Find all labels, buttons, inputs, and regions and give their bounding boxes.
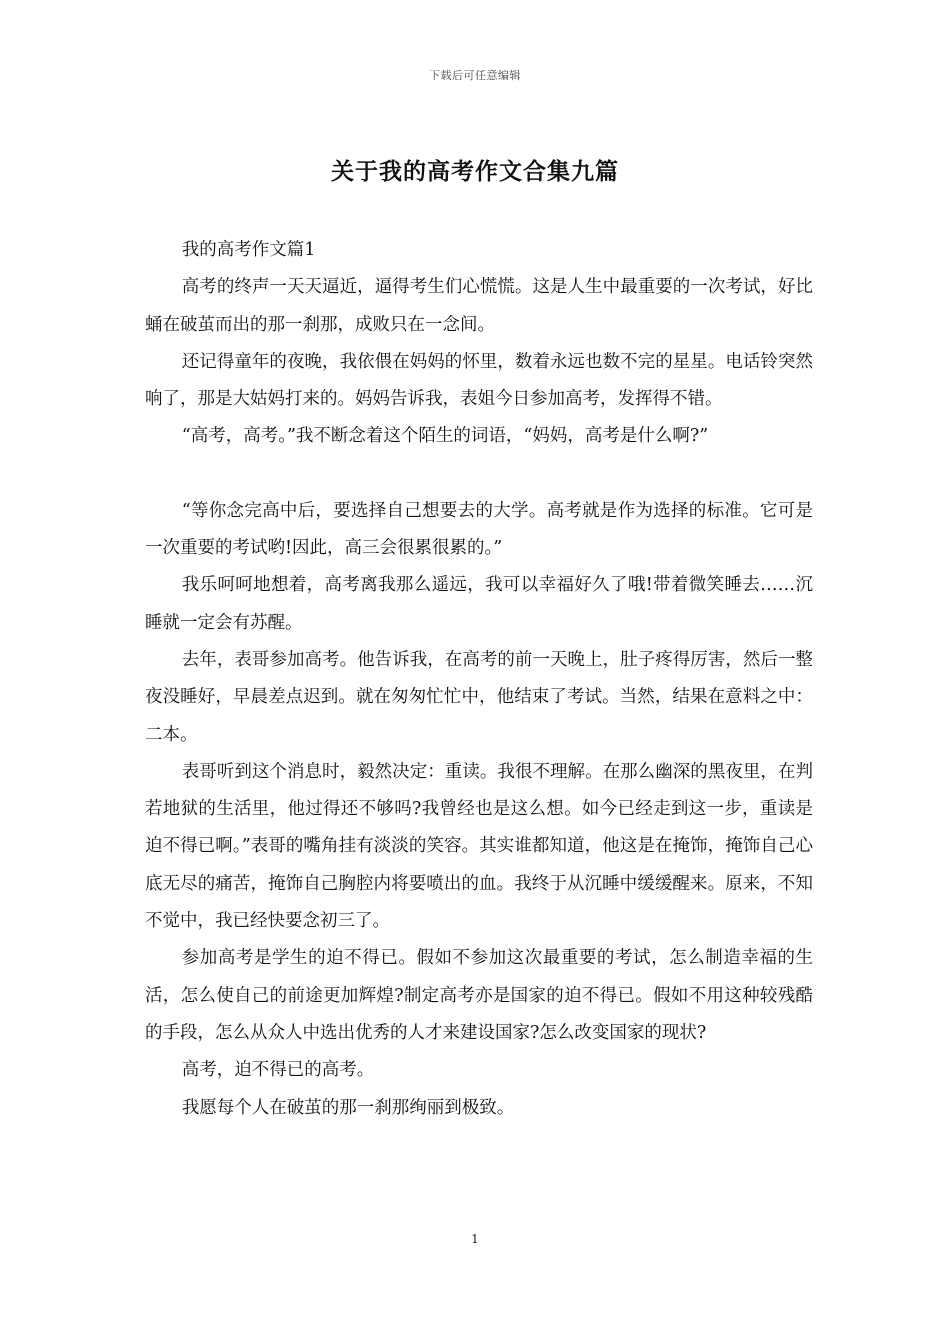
paragraph: 高考，迫不得已的高考。 [181, 1060, 375, 1081]
paragraph: 我愿每个人在破茧的那一刹那绚丽到极致。 [181, 1097, 515, 1118]
document-body [145, 232, 813, 1127]
header-note: 下载后可任意编辑 [429, 69, 521, 82]
section-heading: 我的高考作文篇1 [181, 240, 316, 260]
paragraph: 参加高考是学生的迫不得已。假如不参加这次最重要的考试，怎么制造幸福的生活，怎么使自己的前途更加辉煌?制定高考亦是国家的迫不得已。假如不用这种较残酷的手段，怎么从众人中选出优秀的人才来建设国家?怎么改变国家的现状? [145, 948, 813, 1043]
paragraph: “等你念完高中后，要选择自己想要去的大学。高考就是作为选择的标准。它可是一次重要的考试哟!因此，高三会很累很累的。” [145, 500, 813, 559]
document-title: 关于我的高考作文合集九篇 [331, 158, 619, 185]
page-number: 1 [471, 1232, 479, 1246]
paragraph: 去年，表哥参加高考。他告诉我，在高考的前一天晚上，肚子疼得厉害，然后一整夜没睡好，早晨差点迟到。就在匆匆忙忙中，他结束了考试。当然，结果在意料之中：二本。 [145, 649, 813, 745]
paragraph: 我乐呵呵地想着，高考离我那么遥远，我可以幸福好久了哦!带着微笑睡去……沉睡就一定会有苏醒。 [145, 575, 813, 633]
paragraph: “高考，高考。”我不断念着这个陌生的词语，“妈妈，高考是什么啊?” [181, 426, 709, 447]
paragraph: 表哥听到这个消息时，毅然决定：重读。我很不理解。在那么幽深的黑夜里，在判若地狱的生活里，他过得还不够吗?我曾经也是这么想。如今已经走到这一步，重读是迫不得已啊。”表哥的嘴角挂有淡淡的笑容。其实谁都知道，他这是在掩饰，掩饰自己心底无尽的痛苦，掩饰自己胸腔内将要喷出的血。我终于从沉睡中缓缓醒来。原来，不知不觉中，我已经快要念初三了。 [145, 761, 813, 932]
paragraph: 高考的终声一天天逼近，逼得考生们心慌慌。这是人生中最重要的一次考试，好比蛹在破茧而出的那一刹那，成败只在一念间。 [145, 277, 813, 335]
paragraph: 还记得童年的夜晚，我依偎在妈妈的怀里，数着永远也数不完的星星。电话铃突然响了，那是大姑妈打来的。妈妈告诉我，表姐今日参加高考，发挥得不错。 [145, 351, 813, 410]
